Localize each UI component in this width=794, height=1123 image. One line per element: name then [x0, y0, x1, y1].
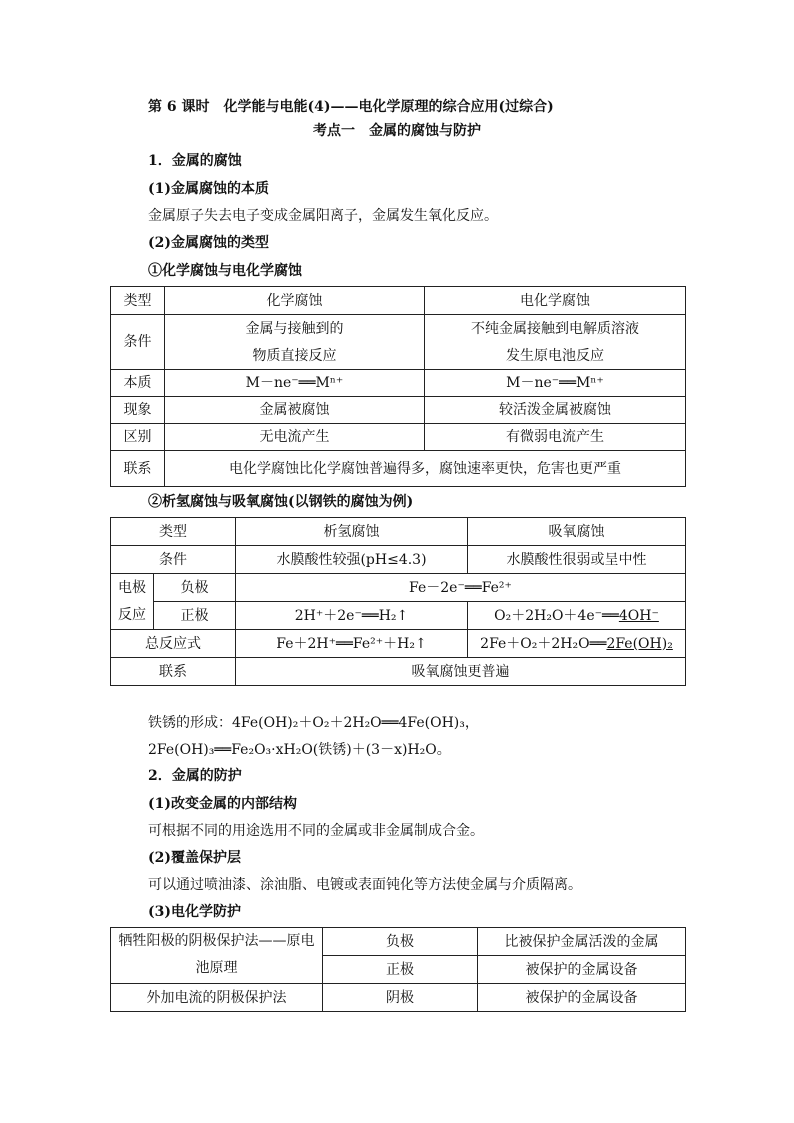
row-label: [111, 928, 323, 984]
table-row: [111, 287, 686, 315]
table-row: [111, 370, 686, 397]
table-cell: [468, 630, 686, 658]
heading-electrochemical: (3)电化学防护: [148, 904, 241, 920]
table-row: [111, 315, 686, 370]
table-row: [111, 630, 686, 658]
equation-part: O₂＋2H₂O＋4e⁻══: [494, 607, 619, 624]
label-line: 池原理: [195, 960, 238, 976]
heading-corrosion: 1．金属的腐蚀: [148, 153, 242, 169]
table-row: [111, 546, 686, 574]
heading-coating: (2)覆盖保护层: [148, 850, 241, 866]
label-line: 牺牲阳极的阴极保护法——原电: [118, 933, 315, 949]
table-cell-merged: Fe－2e⁻══Fe²⁺: [236, 574, 686, 602]
section-title: 考点一 金属的腐蚀与防护: [313, 123, 481, 139]
table-cell: 水膜酸性很弱或呈中性: [468, 546, 686, 574]
table-cell: 负极: [323, 928, 478, 956]
row-label: 现象: [111, 397, 165, 424]
table-cell-merged: 电化学腐蚀比化学腐蚀普遍得多，腐蚀速率更快，危害也更严重: [165, 451, 686, 487]
table-row: [111, 397, 686, 424]
row-label: 外加电流的阴极保护法: [111, 984, 323, 1012]
paragraph-structure: 可根据不同的用途选用不同的金属或非金属制成合金。: [148, 823, 484, 839]
table-cell: 金属被腐蚀: [165, 397, 425, 424]
rust-equation-2: 2Fe(OH)₃══Fe₂O₃·xH₂O(铁锈)＋(3－x)H₂O。: [148, 742, 451, 758]
row-label: 区别: [111, 424, 165, 451]
caption-table2: ②析氢腐蚀与吸氧腐蚀(以钢铁的腐蚀为例): [148, 494, 414, 510]
table-cell: 无电流产生: [165, 424, 425, 451]
table-cell: M－ne⁻══Mⁿ⁺: [425, 370, 686, 397]
paragraph-essence: 金属原子失去电子变成金属阳离子，金属发生氧化反应。: [148, 208, 498, 224]
row-label: 联系: [111, 451, 165, 487]
table-cell: 2H⁺＋2e⁻══H₂↑: [236, 602, 468, 630]
table-row: [111, 424, 686, 451]
table-cell: 被保护的金属设备: [478, 956, 686, 984]
answer-underlined: 2Fe(OH)₂: [606, 635, 673, 652]
cell-line: 金属与接触到的: [245, 320, 344, 337]
cell-line: 不纯金属接触到电解质溶液: [471, 320, 639, 337]
table-cell: 阴极: [323, 984, 478, 1012]
table-corrosion-types: [110, 286, 686, 487]
heading-types: (2)金属腐蚀的类型: [148, 235, 269, 251]
paragraph-coating: 可以通过喷油漆、涂油脂、电镀或表面钝化等方法使金属与介质隔离。: [148, 877, 582, 893]
table-row: [111, 602, 686, 630]
table-row: [111, 928, 686, 956]
table-electrochemical-protection: [110, 927, 686, 1012]
table-cell: 比被保护金属活泼的金属: [478, 928, 686, 956]
label-line: 反应: [118, 607, 146, 623]
header-cell: 吸氧腐蚀: [468, 518, 686, 546]
row-label: 本质: [111, 370, 165, 397]
row-label: 条件: [111, 315, 165, 370]
row-label: 联系: [111, 658, 236, 686]
table-cell: [425, 315, 686, 370]
table-row: [111, 574, 686, 602]
row-label: 负极: [154, 574, 236, 602]
row-label: 正极: [154, 602, 236, 630]
table-row: [111, 451, 686, 487]
cell-line: 物质直接反应: [252, 347, 337, 364]
table-row: [111, 658, 686, 686]
table-row: [111, 984, 686, 1012]
row-label: 条件: [111, 546, 236, 574]
table-cell: 水膜酸性较强(pH≤4.3): [236, 546, 468, 574]
heading-structure: (1)改变金属的内部结构: [148, 796, 297, 812]
table-cell: 被保护的金属设备: [478, 984, 686, 1012]
table-cell: 有微弱电流产生: [425, 424, 686, 451]
cell-line: 发生原电池反应: [506, 347, 604, 364]
row-label: 总反应式: [111, 630, 236, 658]
label-line: 电极: [118, 580, 146, 596]
page-title: 第 6 课时 化学能与电能(4)——电化学原理的综合应用(过综合): [148, 99, 554, 115]
header-cell: 类型: [111, 518, 236, 546]
heading-essence: (1)金属腐蚀的本质: [148, 181, 269, 197]
answer-underlined: 4OH⁻: [618, 607, 659, 624]
table-cell: [468, 602, 686, 630]
caption-table1: ①化学腐蚀与电化学腐蚀: [148, 263, 302, 279]
table-cell-merged: 吸氧腐蚀更普遍: [236, 658, 686, 686]
header-cell: 类型: [111, 287, 165, 315]
row-label: [111, 574, 154, 630]
table-cell: 较活泼金属被腐蚀: [425, 397, 686, 424]
heading-protection: 2．金属的防护: [148, 768, 242, 784]
table-row: [111, 518, 686, 546]
header-cell: 析氢腐蚀: [236, 518, 468, 546]
table-cell: M－ne⁻══Mⁿ⁺: [165, 370, 425, 397]
table-hydrogen-oxygen: [110, 517, 686, 686]
equation-part: 2Fe＋O₂＋2H₂O══: [480, 635, 607, 652]
header-cell: 电化学腐蚀: [425, 287, 686, 315]
table-cell: [165, 315, 425, 370]
table-cell: Fe＋2H⁺══Fe²⁺＋H₂↑: [236, 630, 468, 658]
header-cell: 化学腐蚀: [165, 287, 425, 315]
rust-equation-1: 铁锈的形成：4Fe(OH)₂＋O₂＋2H₂O══4Fe(OH)₃，: [148, 715, 479, 731]
table-cell: 正极: [323, 956, 478, 984]
